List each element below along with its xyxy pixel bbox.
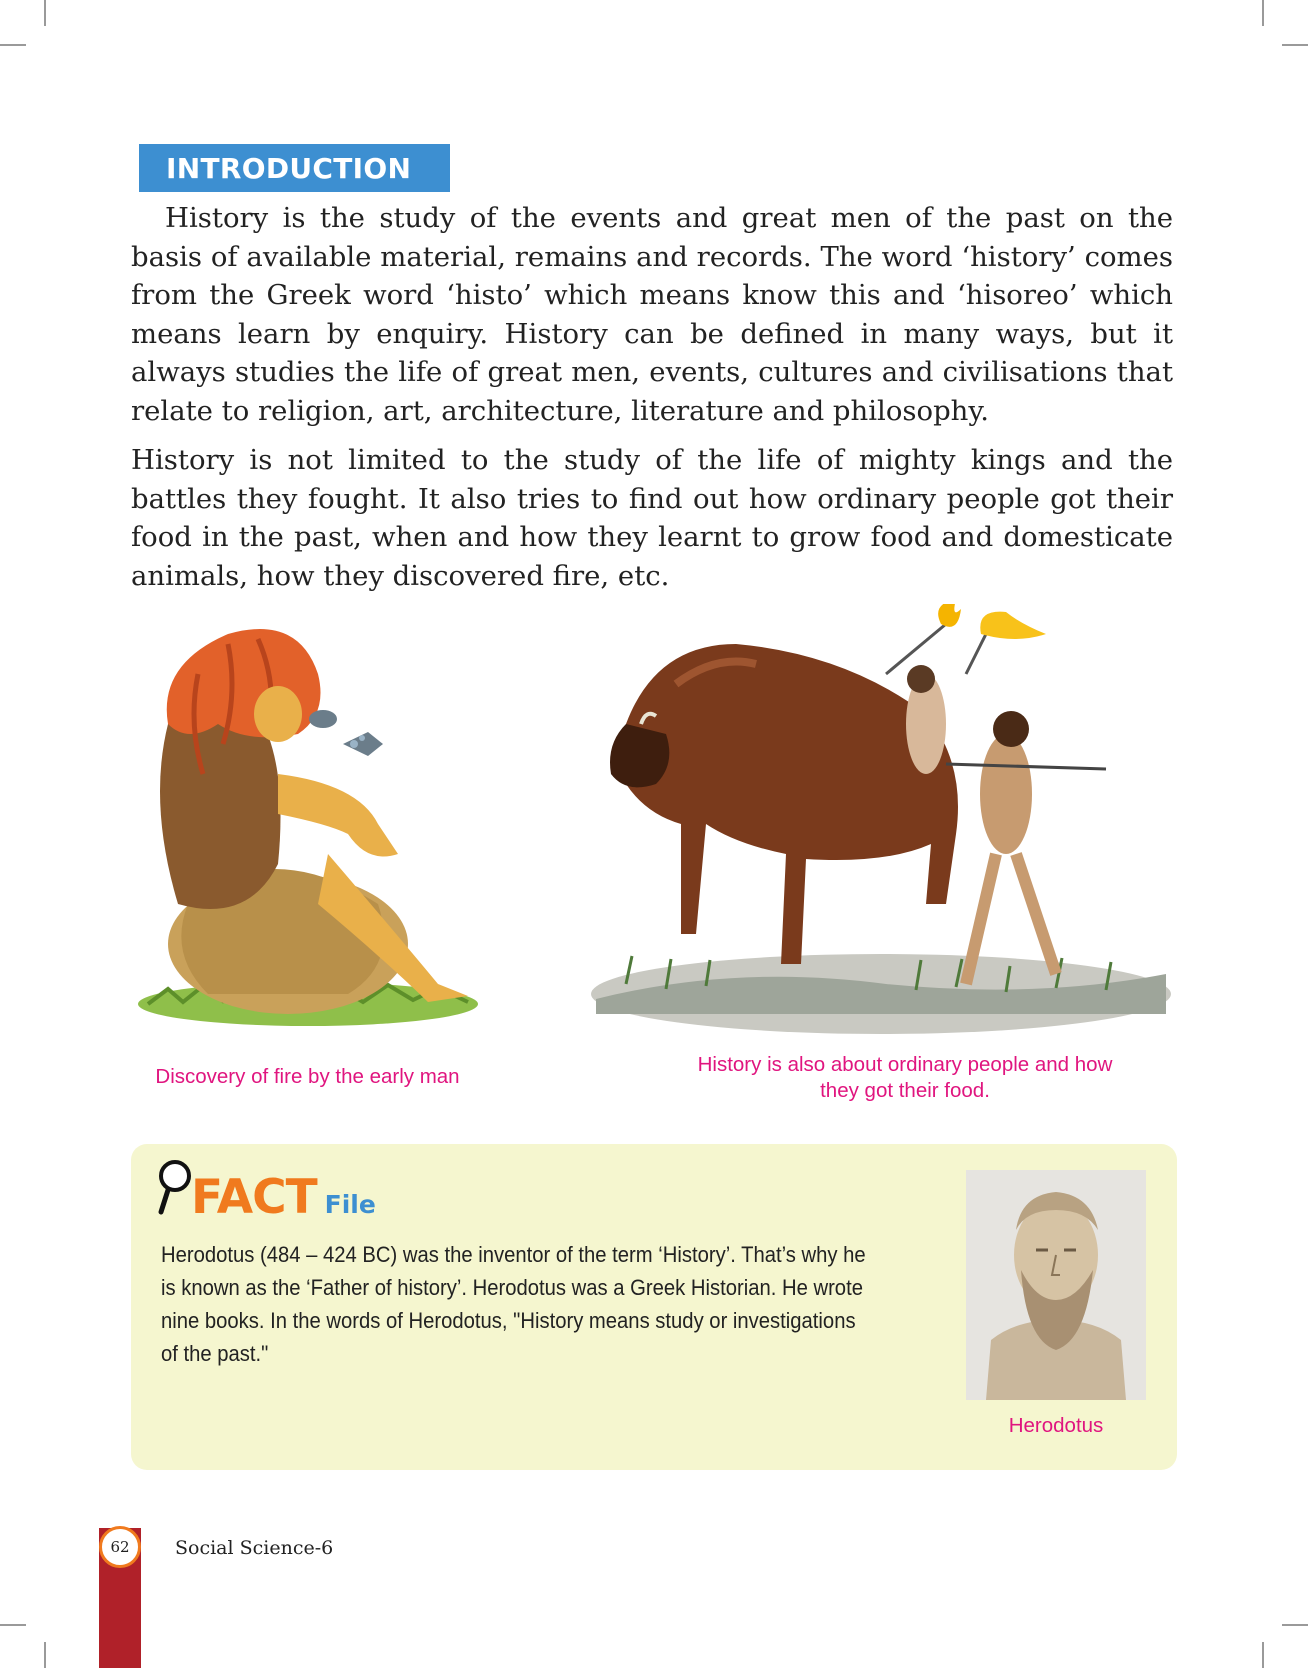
crop-mark xyxy=(0,1624,26,1626)
herodotus-caption: Herodotus xyxy=(1008,1414,1104,1437)
intro-heading xyxy=(139,144,450,192)
food-caption: History is also about ordinary people and how they got their food. xyxy=(697,1053,1113,1102)
crop-mark xyxy=(1282,44,1308,46)
page-number: 62 xyxy=(110,1538,130,1556)
book-title: Social Science-6 xyxy=(175,1537,334,1559)
fact-title-small: File xyxy=(324,1190,376,1219)
crop-mark xyxy=(44,0,46,26)
fact-file-text: Herodotus (484 – 424 BC) was the inventor of the term ‘History’. That’s why he is known as the ‘Father of history’. Herodotus was a Greek Historian. He wrote nine books. In the words of Herodotus, "History means study or investigations of the past." xyxy=(161,1242,866,1366)
crop-mark xyxy=(0,44,26,46)
intro-paragraph-2: History is not limited to the study of the life of mighty kings and the battles they fought. It also tries to find out how ordinary people got their food in the past, when and how they learnt to grow food and domesticate animals, how they discovered fire, etc. xyxy=(131,444,1173,592)
herodotus-bust-image xyxy=(966,1170,1146,1400)
early-man-fire-illustration xyxy=(128,604,490,1032)
intro-paragraph-1: History is the study of the events and great men of the past on the basis of available material, remains and records. The word ‘history’ comes from the Greek word ‘histo’ which means know this and ‘hisoreo’ which means learn by enquiry. History can be defined in many ways, but it always studies the life of great men, events, cultures and civilisations that relate to religion, art, architecture, literature and philosophy. xyxy=(131,202,1173,427)
fact-file-box xyxy=(131,1144,1177,1470)
crop-mark xyxy=(1262,0,1264,26)
crop-mark xyxy=(44,1642,46,1668)
fact-file-title xyxy=(191,1170,376,1225)
fire-caption: Discovery of fire by the early man xyxy=(155,1065,460,1088)
fact-title-big: FACT xyxy=(191,1170,317,1225)
page-number-badge xyxy=(99,1526,141,1568)
crop-mark xyxy=(1282,1624,1308,1626)
bison-hunt-illustration xyxy=(586,604,1176,1044)
intro-heading-text: INTRODUCTION xyxy=(166,152,412,185)
crop-mark xyxy=(1262,1642,1264,1668)
magnifier-icon xyxy=(153,1158,193,1216)
